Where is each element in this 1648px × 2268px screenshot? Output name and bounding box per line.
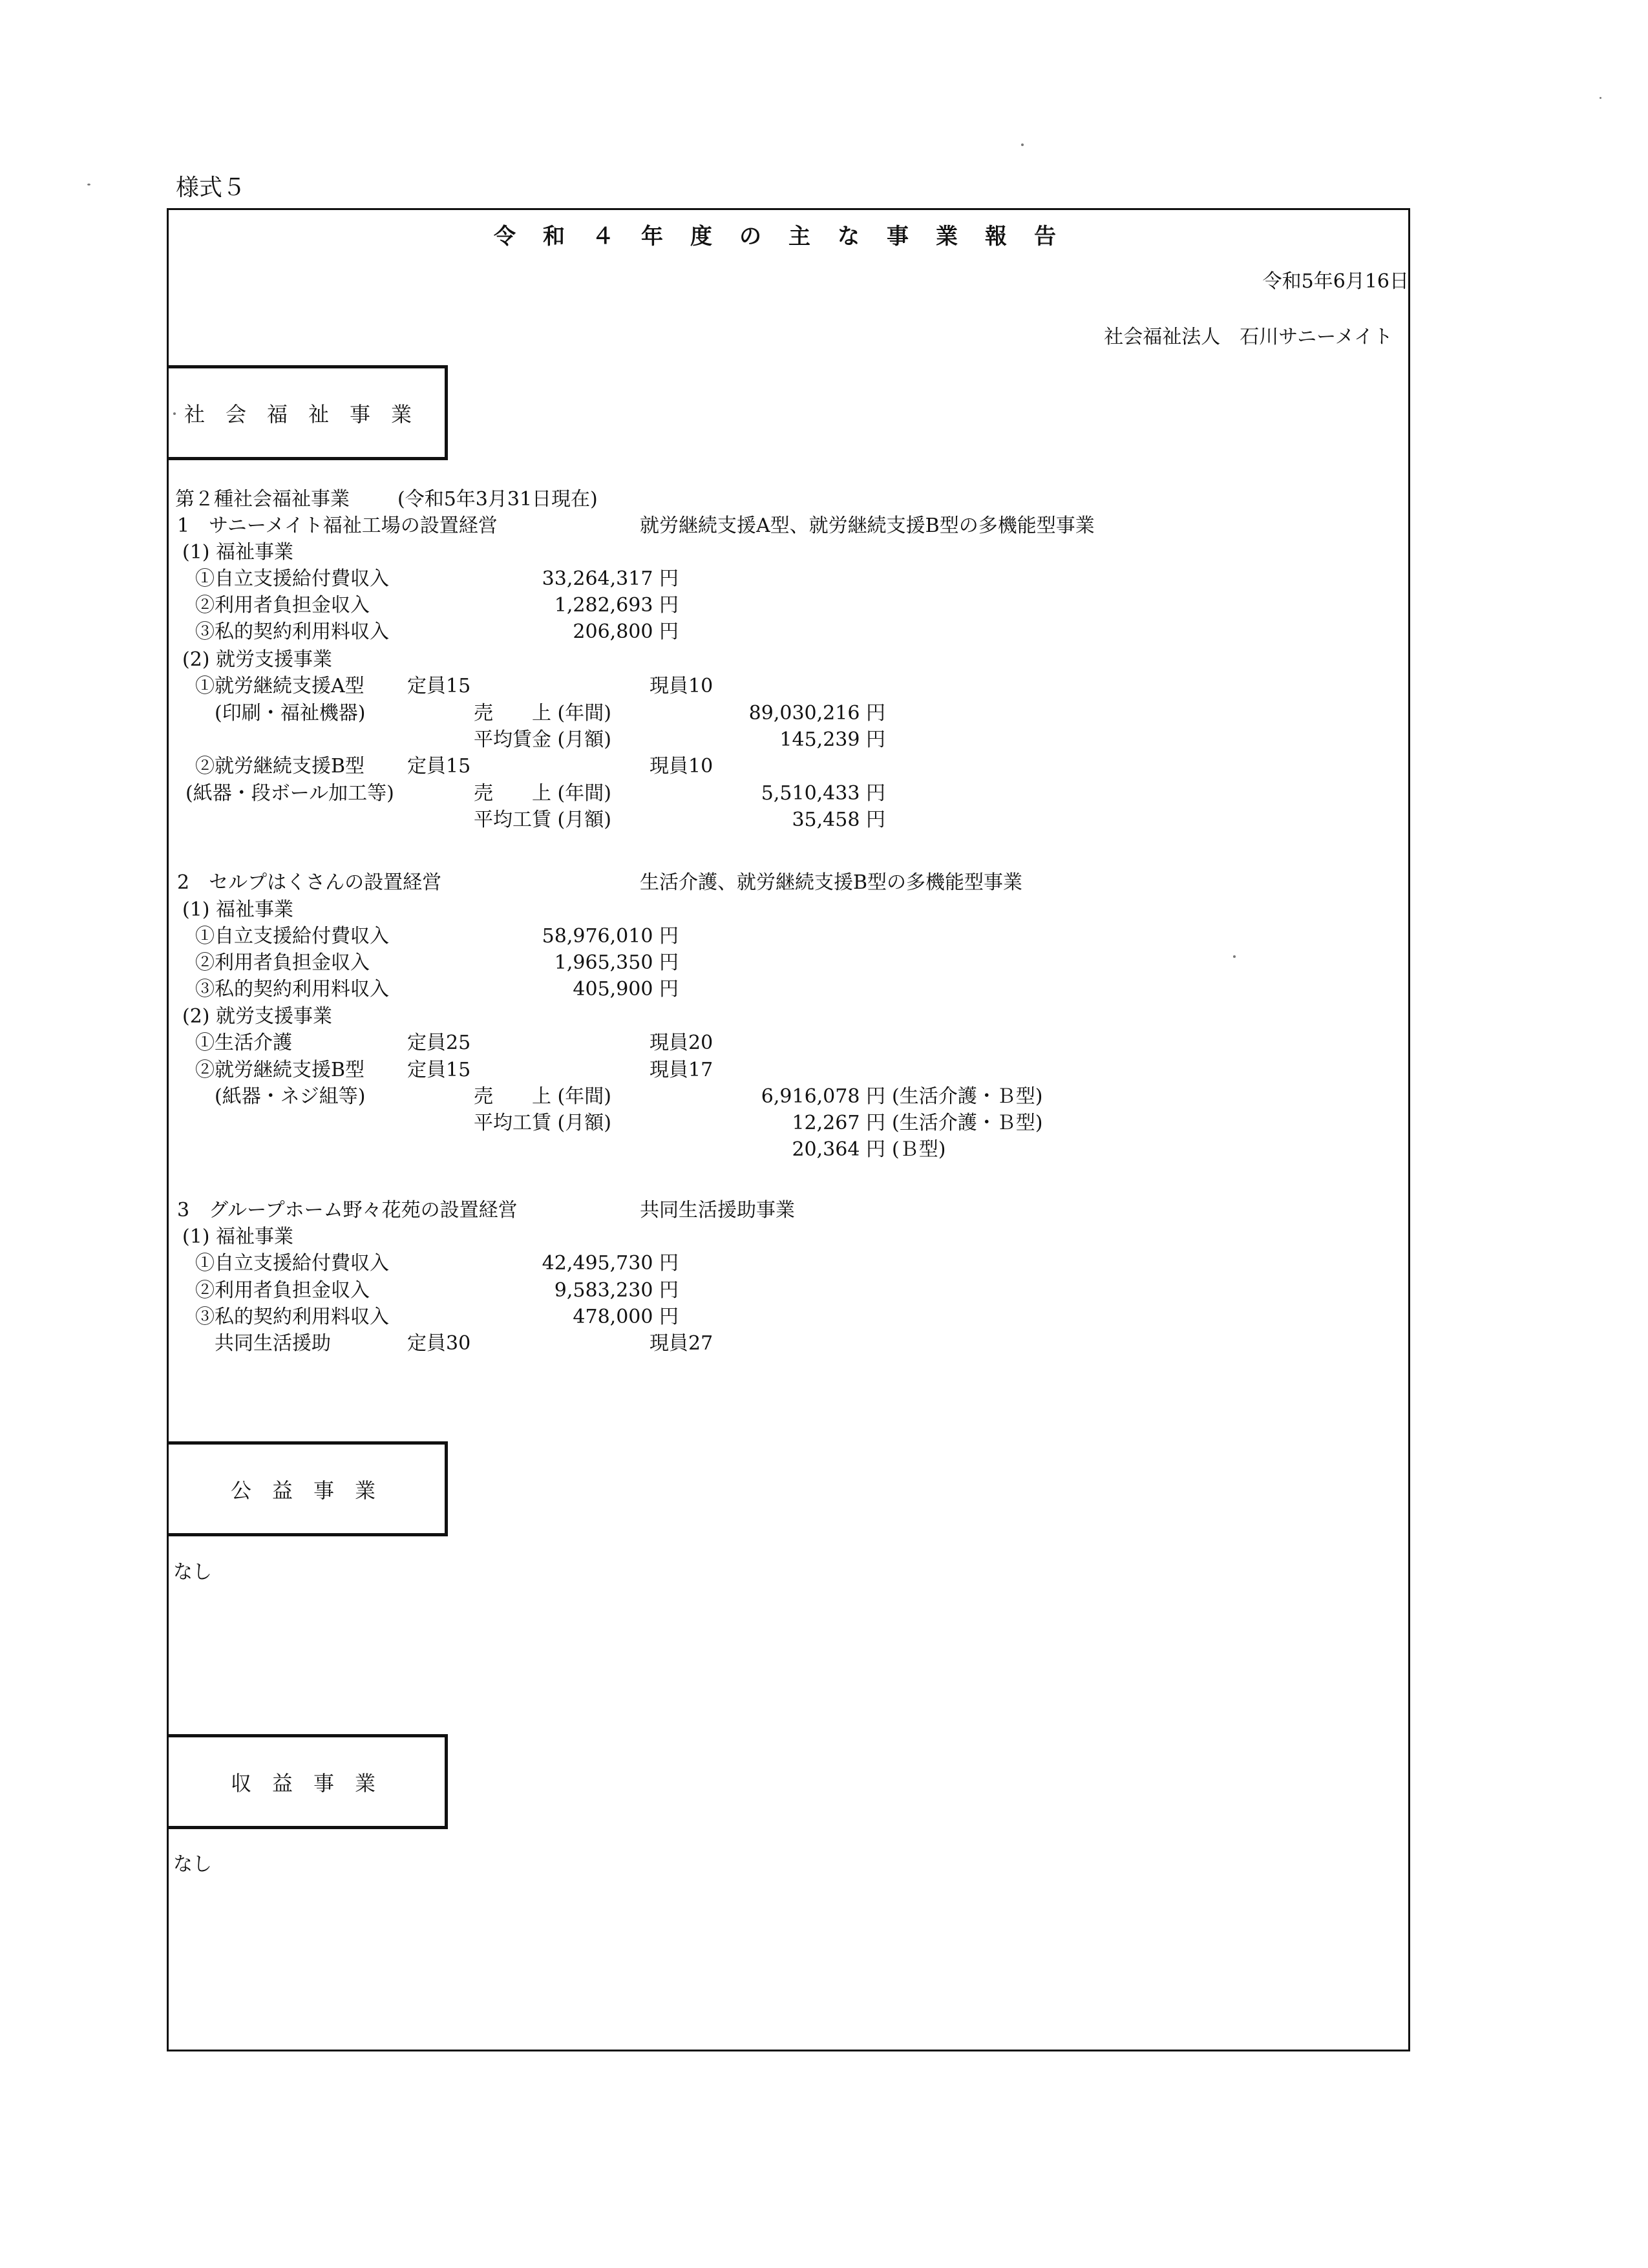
a-sales-label: 売 上 (年間) bbox=[474, 702, 611, 725]
organization-name: 社会福祉法人 石川サニーメイト bbox=[1104, 326, 1393, 348]
welfare-heading: (1) 福祉事業 bbox=[182, 541, 294, 564]
revenue-amount: 478,000 円 bbox=[573, 1306, 679, 1328]
b-type-capacity: 定員15 bbox=[407, 755, 471, 778]
section-header-profit bbox=[169, 1734, 448, 1829]
section-header-public-interest bbox=[169, 1441, 448, 1536]
facility-3-name: 3 グループホーム野々花苑の設置経営 bbox=[177, 1199, 518, 1222]
revenue-label: ②利用者負担金収入 bbox=[195, 594, 370, 617]
revenue-amount: 206,800 円 bbox=[573, 620, 679, 643]
revenue-amount: 9,583,230 円 bbox=[554, 1279, 679, 1302]
b-type-label: ②就労継続支援B型 bbox=[195, 755, 365, 778]
group-current: 現員27 bbox=[650, 1332, 713, 1355]
sales-note: (生活介護・Ｂ型) bbox=[892, 1085, 1043, 1108]
scan-speck bbox=[173, 412, 176, 415]
b-type-capacity: 定員15 bbox=[407, 1059, 471, 1081]
scan-speck bbox=[87, 184, 90, 185]
scan-speck bbox=[1600, 97, 1601, 99]
a-type-capacity: 定員15 bbox=[407, 675, 471, 697]
revenue-amount: 1,965,350 円 bbox=[554, 951, 679, 974]
employment-heading: (2) 就労支援事業 bbox=[182, 648, 333, 671]
public-interest-none: なし bbox=[173, 1561, 212, 1584]
section-title: 収益事業 bbox=[231, 1770, 397, 1796]
a-type-note: (印刷・福祉機器) bbox=[215, 702, 366, 725]
b-sales-label: 売 上 (年間) bbox=[474, 782, 611, 805]
facility-3-type: 共同生活援助事業 bbox=[640, 1199, 795, 1222]
care-label: ①生活介護 bbox=[195, 1032, 292, 1054]
sales-amount: 6,916,078 円 bbox=[761, 1085, 885, 1108]
welfare-heading: (1) 福祉事業 bbox=[182, 898, 294, 921]
a-wage-amount: 145,239 円 bbox=[779, 728, 885, 751]
care-capacity: 定員25 bbox=[407, 1032, 471, 1054]
revenue-label: ②利用者負担金収入 bbox=[195, 951, 370, 974]
section-title: 社会福祉事業 bbox=[184, 401, 433, 427]
document-title: 令和４年度の主な事業報告 bbox=[494, 224, 1083, 249]
group-label: 共同生活援助 bbox=[215, 1332, 331, 1355]
facility-2-type: 生活介護、就労継続支援B型の多機能型事業 bbox=[640, 871, 1023, 894]
b-sales-amount: 5,510,433 円 bbox=[761, 782, 885, 805]
revenue-label: ①自立支援給付費収入 bbox=[195, 925, 389, 948]
revenue-label: ②利用者負担金収入 bbox=[195, 1279, 370, 1302]
report-date: 令和5年6月16日 bbox=[1262, 270, 1409, 293]
b-type-note: (紙器・段ボール加工等) bbox=[185, 782, 394, 805]
a-type-label: ①就労継続支援A型 bbox=[195, 675, 364, 697]
b-type-current: 現員10 bbox=[650, 755, 713, 778]
b-type-current: 現員17 bbox=[650, 1059, 713, 1081]
wage-amount: 20,364 円 bbox=[792, 1138, 885, 1161]
revenue-amount: 405,900 円 bbox=[573, 978, 679, 1001]
revenue-label: ①自立支援給付費収入 bbox=[195, 1252, 389, 1275]
revenue-amount: 42,495,730 円 bbox=[542, 1252, 679, 1275]
b-type-note: (紙器・ネジ組等) bbox=[215, 1085, 366, 1108]
a-wage-label: 平均賃金 (月額) bbox=[474, 728, 611, 751]
profit-none: なし bbox=[173, 1853, 212, 1876]
wage-amount: 12,267 円 bbox=[792, 1112, 885, 1134]
revenue-label: ③私的契約利用料収入 bbox=[195, 1306, 389, 1328]
welfare-heading: (1) 福祉事業 bbox=[182, 1225, 294, 1248]
wage-label: 平均工賃 (月額) bbox=[474, 1112, 611, 1134]
section-title: 公益事業 bbox=[231, 1478, 397, 1503]
revenue-label: ③私的契約利用料収入 bbox=[195, 978, 389, 1001]
form-label: 様式５ bbox=[176, 175, 246, 201]
employment-heading: (2) 就労支援事業 bbox=[182, 1005, 333, 1028]
b-wage-label: 平均工賃 (月額) bbox=[474, 809, 611, 831]
wage-note: (生活介護・Ｂ型) bbox=[892, 1112, 1043, 1134]
wage-note: (Ｂ型) bbox=[892, 1138, 946, 1161]
facility-2-name: 2 セルプはくさんの設置経営 bbox=[177, 871, 442, 894]
sales-label: 売 上 (年間) bbox=[474, 1085, 611, 1108]
revenue-amount: 33,264,317 円 bbox=[542, 567, 679, 590]
group-capacity: 定員30 bbox=[407, 1332, 471, 1355]
revenue-amount: 1,282,693 円 bbox=[554, 594, 679, 617]
revenue-label: ①自立支援給付費収入 bbox=[195, 567, 389, 590]
a-sales-amount: 89,030,216 円 bbox=[748, 702, 885, 725]
revenue-amount: 58,976,010 円 bbox=[542, 925, 679, 948]
section-header-social-welfare bbox=[169, 365, 448, 460]
b-type-label: ②就労継続支援B型 bbox=[195, 1059, 365, 1081]
revenue-label: ③私的契約利用料収入 bbox=[195, 620, 389, 643]
facility-1-type: 就労継続支援A型、就労継続支援B型の多機能型事業 bbox=[640, 514, 1095, 537]
b-wage-amount: 35,458 円 bbox=[792, 809, 885, 831]
a-type-current: 現員10 bbox=[650, 675, 713, 697]
facility-1-name: 1 サニーメイト福祉工場の設置経営 bbox=[177, 514, 498, 537]
category-heading: 第２種社会福祉事業 (令和5年3月31日現在) bbox=[175, 488, 598, 511]
scan-speck bbox=[1021, 143, 1024, 146]
care-current: 現員20 bbox=[650, 1032, 713, 1054]
